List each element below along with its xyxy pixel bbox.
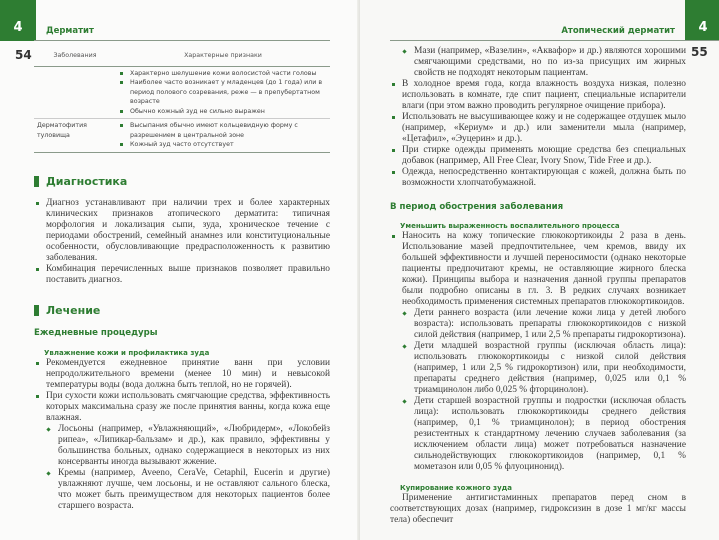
page-number: 55 xyxy=(691,45,708,59)
chapter-number: 4 xyxy=(13,20,23,35)
table-cell: Дерматофития туловища xyxy=(34,119,116,153)
page-number: 54 xyxy=(15,48,32,62)
list-item: Одежда, непосредственно контактирующая с кожей, должна быть по возможности хлопчатобумажной. xyxy=(390,167,686,189)
sub-list-item: Дети раннего возраста (или лечение кожи лица у детей любого возраста): использовать препараты глюкокортикоидов с низкой силой действия (например, 1 или 2,5 % препараты гидрокортизона). xyxy=(390,308,686,341)
sub-list-item: Дети младшей возрастной группы (исключая область лица): использовать глюкокортикоиды с низкой силой действия (например, 1 или 2,5 % гидрокортизон) или, при необходимости, препараты среднего действия (например, 0,025 или 0,1 % триамцинолон либо 0,025 % фторцинолон). xyxy=(390,341,686,396)
chapter-tab xyxy=(685,0,719,41)
list-item: При стирке одежды применять моющие средства без специальных добавок (например, All Free Clear, Ivory Snow, Tide Free и др.). xyxy=(390,145,686,167)
table-row xyxy=(34,119,330,153)
sub-list-item: Лосьоны (например, «Увлажняющий», «Любридерм», «Локобейз рипеа», «Липикар-бальзам» и др.), как правило, эффективны у большинства больных, однако содержащиеся в некоторых из них консерванты иногда вызывают жжение. xyxy=(34,424,330,468)
list-item: Использовать не высушивающее кожу и не содержащее отдушек мыло (например, «Кериум» и др.) или заменители мыла (например, «Цетафил», «Эуцерин» и др.). xyxy=(390,112,686,145)
section-heading xyxy=(34,304,330,318)
sign-item: Наиболее часто возникает у младенцев (до 1 года) или в период полового созревания, реже — в препубертатном возрасте xyxy=(119,78,327,107)
list-item: Наносить на кожу топические глюкокортикоиды 2 раза в день. Использование мазей предпочтительнее, чем кремов, ввиду их большей эффективности и лучшей переносимости (однако некоторые пациенты предпочитают кремы, не оставляющие жирного блеска кожи). Принципы выбора и назначения данной группы препаратов были подробно описаны в гл. 3. В редких случаях возникает необходимость применения системных препаратов глюкокортикоидов. xyxy=(390,231,686,308)
right-page xyxy=(360,0,719,540)
paragraph: Применение антигистаминных препаратов перед сном в соответствующих дозах (например, гидроксизин в дозе 1 мг/кг массы тела) обеспечит xyxy=(390,493,686,525)
divider xyxy=(390,40,719,41)
diagnosis-table xyxy=(34,46,330,153)
running-head: Атопический дерматит xyxy=(561,26,675,36)
heading-text: Диагностика xyxy=(46,174,128,188)
list-item: Рекомендуется ежедневное принятие ванн при условии непродолжительного времени (менее 10 мин) и невысокой температуры воды (вода должна быть теплой, но не горячей). xyxy=(34,358,330,391)
sub-list-item: Мази (например, «Вазелин», «Аквафор» и др.) являются хорошими смягчающими средствами, но по из-за присущих им жирных свойств не подходят некоторым пациентам. xyxy=(390,46,686,79)
sub-list-item: Дети старшей возрастной группы и подростки (исключая область лица): использовать глюкокортикоиды среднего действия (например, 0,1 % триамцинолон); в период обострения резистентных к стандартному лечению случаев заболевания (за исключением области лица) может потребоваться назначение сильнодействующих глюкокортикоидов (например, 0,1 % мометазон или 0,05 % флуоцинонид). xyxy=(390,396,686,473)
heading-text: Лечение xyxy=(46,303,101,317)
sign-item: Кожный зуд часто отсутствует xyxy=(119,140,327,150)
sign-item: Высыпания обычно имеют кольцевидную форму с разрешением в центральной зоне xyxy=(119,121,327,140)
list-item: Диагноз устанавливают при наличии трех и более характерных клинических признаков атопического дерматита: типичная морфология и локализация сыпи, зуда, хроническое течение с периодами обострений, семейный анамнез или конституциональные особенности, обусловливающие предрасположенность к развитию заболевания. xyxy=(34,198,330,264)
list-item: В холодное время года, когда влажность воздуха низкая, полезно использовать в комнате, где спит пациент, специальные испарители влаги (при этом важно проводить регулярное очищение прибора). xyxy=(390,79,686,112)
sub-list-item: Кремы (например, Aveeno, CeraVe, Cetaphil, Eucerin и другие) увлажняют лучше, чем лосьоны, и не оставляют сального блеска, что может быть преимуществом для некоторых пациентов более старшего возраста. xyxy=(34,468,330,512)
list-item: Комбинация перечисленных выше признаков позволяет правильно поставить диагноз. xyxy=(34,264,330,286)
subsubsection-heading: Уменьшить выраженность воспалительного процесса xyxy=(400,222,620,230)
sign-item: Характерно шелушение кожи волосистой части головы xyxy=(119,69,327,79)
right-column xyxy=(390,46,686,526)
section-heading xyxy=(34,175,330,189)
inflammation-list xyxy=(390,231,686,473)
chapter-tab xyxy=(0,0,36,41)
table-cell xyxy=(34,66,116,119)
care-list xyxy=(390,46,686,189)
list-item: При сухости кожи использовать смягчающие средства, эффективность которых максимальна сразу же после принятия ванны, когда кожа еще влажная. xyxy=(34,391,330,424)
subsection-heading: В период обострения заболевания xyxy=(390,202,564,212)
subsection-heading: Ежедневные процедуры xyxy=(34,327,158,338)
table-header: Характерные признаки xyxy=(116,46,330,66)
running-head: Дерматит xyxy=(46,26,94,36)
subsubsection-heading: Увлажнение кожи и профилактика зуда xyxy=(44,348,210,357)
sign-item: Обычно кожный зуд не сильно выражен xyxy=(119,107,327,117)
table-row xyxy=(34,66,330,119)
divider xyxy=(34,40,330,41)
diagnosis-list xyxy=(34,198,330,286)
moisture-list xyxy=(34,358,330,512)
table-header: Заболевания xyxy=(34,46,116,66)
subsubsection-heading: Купирование кожного зуда xyxy=(400,484,513,492)
left-column xyxy=(34,46,330,512)
chapter-number: 4 xyxy=(698,20,708,35)
